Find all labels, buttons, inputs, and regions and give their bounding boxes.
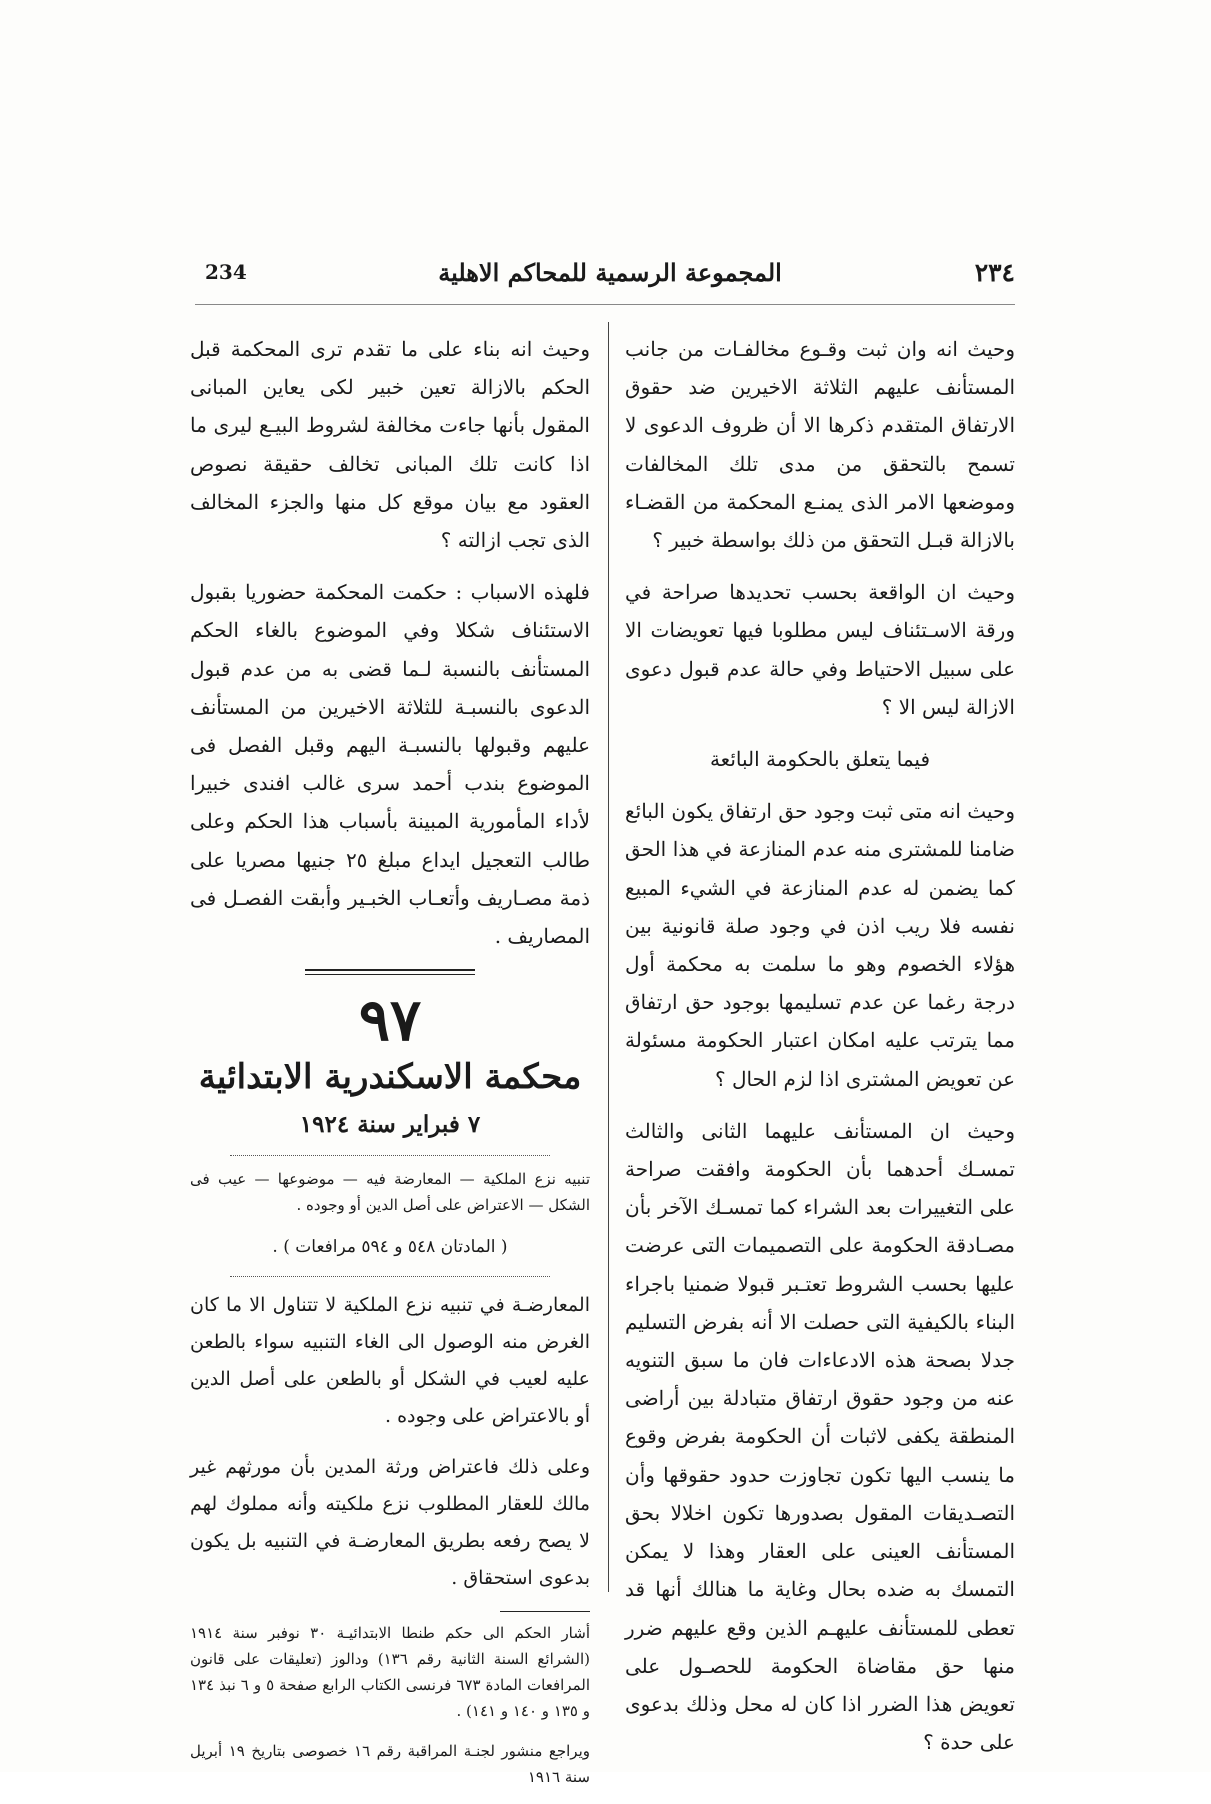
column-divider — [608, 322, 609, 1592]
judgment-date: ٧ فبراير سنة ١٩٢٤ — [299, 1111, 481, 1139]
double-rule — [305, 969, 475, 975]
header-rule — [195, 304, 1015, 305]
page-header — [205, 258, 1015, 302]
paragraph: وحيث انه وان ثبت وقـوع مخالفـات من جانب المستأنف عليهم الثلاثة الاخيرين ضد حقوق الارتفاق المتقدم ذكرها الا أن ظروف الدعوى لا تسمح بالتحقق من مدى تلك المخالفات وموضعها الامر الذى يمنـع المحكمة من القضـاء بالازالة قبـل التحقق من ذلك بواسطة خبير ؟ — [625, 337, 1015, 553]
dotted-separator — [230, 1276, 550, 1277]
court-name: محكمة الاسكندرية الابتدائية — [198, 1057, 582, 1098]
footnote: ويراجع منشور لجنـة المراقبة رقم ١٦ خصوصى بتاريخ ١٩ أبريل سنة ١٩١٦ — [190, 1742, 590, 1787]
right-column — [625, 330, 1015, 1775]
publication-title: المجموعة الرسمية للمحاكم الاهلية — [438, 258, 782, 287]
footnote: أشار الحكم الى حكم طنطا الابتدائيـة ٣٠ نوفبر سنة ١٩١٤ (الشرائع السنة الثانية رقم ١٣٦) ودالوز (تعليقات على قانون المرافعات المادة ٦٧٣ فرنسى الكتاب الرابع صفحة ٥ و ٦ نبذ ١٣٤ و ١٣٥ و ١٤٠ و ١٤١) . — [190, 1624, 591, 1721]
paragraph: وحيث انه متى ثبت وجود حق ارتفاق يكون البائع ضامنا للمشترى منه عدم المنازعة في هذا الحق كما يضمن له عدم المنازعة في الشيء المبيع نفسه فلا ريب اذن في وجود صلة قانونية بين هؤلاء الخصوم وهو ما سلمت به محكمة أول درجة رغما عن عدم تسليمها بوجود حق ارتفاق مما يترتب عليه امكان اعتبار الحكومة مسئولة عن تعويض المشترى اذا لزم الحال ؟ — [625, 799, 1016, 1091]
page-number-arabic: ٢٣٤ — [974, 258, 1015, 287]
summary-paragraph: وعلى ذلك فاعتراض ورثة المدين بأن مورثهم غير مالك للعقار المطلوب نزع ملكيته وأنه مملوك لهم لا يصح رفعه بطريق المعارضـة في التنبيه بل يكون بدعوى استحقاق . — [190, 1456, 590, 1590]
page-number-latin: 234 — [205, 260, 247, 284]
case-number: ٩٧ — [358, 986, 422, 1055]
dotted-separator — [230, 1155, 550, 1156]
paragraph: فلهذه الاسباب : حكمت المحكمة حضوريا بقبول الاستئناف شكلا وفي الموضوع بالغاء الحكم المستأنف بالنسبة لـما قضى به من عدم قبول الدعوى بالنسبـة للثلاثة الاخيرين من المستأنف عليهم وقبولها بالنسبـة اليهم وقبل الفصل فى الموضوع بندب أحمد سرى غالب افندى خبيرا لأداء المأمورية المبينة بأسباب هذا الحكم وعلى طالب التعجيل ايداع مبلغ ٢٥ جنيها مصريا على ذمة مصـاريف وأتعـاب الخبـير وأبقت الفصـل فى المصاريف . — [190, 580, 590, 949]
footnote-rule — [500, 1611, 590, 1612]
keywords: تنبيه نزع الملكية — المعارضة فيه — موضوعها — عيب فى الشكل — الاعتراض على أصل الدين أو وجوده . — [190, 1170, 590, 1215]
articles-reference: ( المادتان ٥٤٨ و ٥٩٤ مرافعات ) . — [272, 1237, 508, 1258]
summary-paragraph: المعارضـة في تنبيه نزع الملكية لا تتناول الا ما كان الغرض منه الوصول الى الغاء التنبيه سواء بالطعن عليه لعيب في الشكل أو بالطعن على أصل الدين أو بالاعتراض على وجوده . — [190, 1294, 590, 1428]
left-column — [190, 330, 590, 1804]
section-subheading: فيما يتعلق بالحكومة البائعة — [709, 747, 931, 772]
paragraph: وحيث انه بناء على ما تقدم ترى المحكمة قبل الحكم بالازالة تعين خبير لكى يعاين المبانى المقول بأنها جاءت مخالفة لشروط البيـع ليرى ما اذا كانت تلك المبانى تخالف حقيقة نصوص العقود مع بيان موقع كل منها والجزء المخالف الذى تجب ازالته ؟ — [190, 337, 590, 553]
paragraph: وحيث ان الواقعة بحسب تحديدها صراحة في ورقة الاسـتئناف ليس مطلوبا فيها تعويضات الا على سبيل الاحتياط وفي حالة عدم قبول دعوى الازالة ليس الا ؟ — [625, 580, 1015, 719]
paragraph: وحيث ان المستأنف عليهما الثانى والثالث تمسـك أحدهما بأن الحكومة وافقت صراحة على التغييرات بعد الشراء كما تمسـك الآخر بأن مصـادقة الحكومة على التصميمات التى عرضت عليها بحسب الشروط تعتـبر قبولا ضمنيا باجراء البناء بالكيفية التى حصلت الا أنه بفرض التسليم جدلا بصحة هذه الادعاءات فان ما سبق التنويه عنه من وجود حقوق ارتفاق متبادلة بين أراضى المنطقة يكفى لاثبات أن الحكومة بفرض وقوع ما ينسب اليها تكون تجاوزت حدود حقوقها وأن التصـديقات المقول بصدورها تكون اخلالا بحق المستأنف العينى على العقار وهذا لا يمكن التمسك به ضده بحال وغاية ما هنالك أنها قد تعطى للمستأنف عليهـم الذين وقع عليهم ضرر منها حق مقاضاة الحكومة للحصـول على تعويض هذا الضرر اذا كان له محل وذلك بدعوى على حدة ؟ — [625, 1118, 1015, 1755]
